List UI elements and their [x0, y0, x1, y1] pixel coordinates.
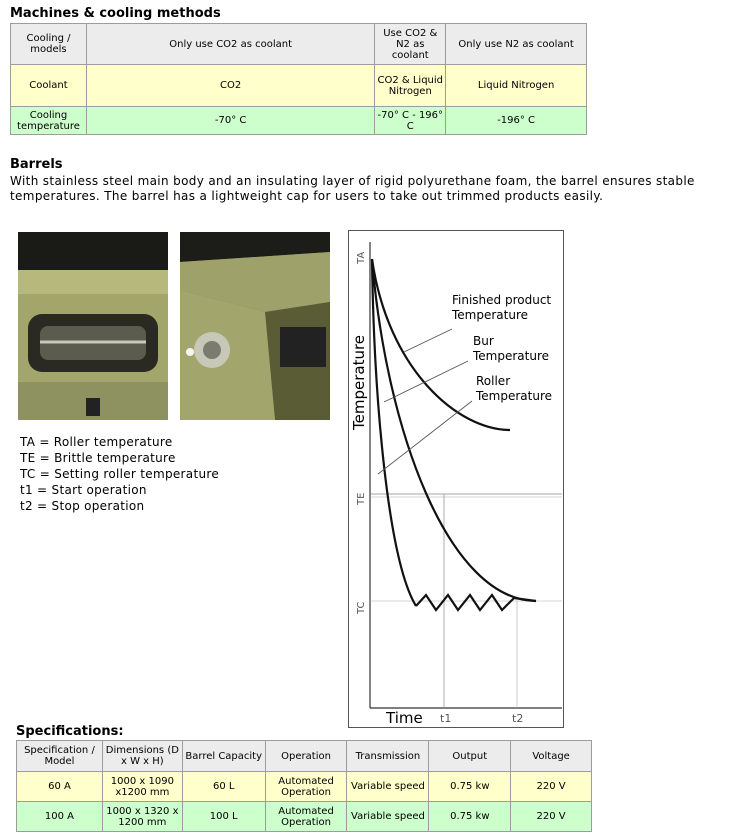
table-row — [11, 65, 587, 107]
temperature-graph — [348, 230, 564, 728]
x-axis-title: Time — [386, 709, 423, 727]
header-cell: Barrel Capacity — [182, 741, 265, 772]
machines-title: Machines & cooling methods — [10, 6, 221, 21]
table-cell: Variable speed — [347, 802, 429, 832]
header-cell: Dimensions (D x W x H) — [102, 741, 182, 772]
graph-label: Temperature — [473, 349, 550, 363]
barrels-description: With stainless steel main body and an insulating layer of rigid polyurethane foam, the barrel ensures stable temperatures. The barrel has a lightweight cap for users to take out trimmed products easily. — [10, 174, 695, 203]
legend-item: TE = Brittle temperature — [20, 451, 176, 465]
barrel-photo-front — [18, 232, 168, 420]
table-cell: 60 L — [182, 772, 265, 802]
table-row — [11, 107, 587, 135]
table-cell: -70° C - 196° C — [375, 107, 446, 135]
table-cell: Cooling temperature — [11, 107, 87, 135]
table-cell: 100 L — [182, 802, 265, 832]
graph-label: Finished product — [452, 293, 552, 307]
table-row — [17, 802, 592, 832]
table-cell: CO2 — [86, 65, 374, 107]
header-cell: Output — [429, 741, 511, 772]
header-cell: Only use N2 as coolant — [446, 24, 587, 65]
y-tick-label: TA — [356, 251, 367, 264]
y-tick-label: TC — [356, 601, 367, 614]
barrel-photo-side — [180, 232, 330, 420]
legend-item: TC = Setting roller temperature — [20, 467, 220, 481]
table-cell: 100 A — [17, 802, 103, 832]
y-axis-title: Temperature — [350, 334, 368, 430]
table-cell: 0.75 kw — [429, 802, 511, 832]
header-cell: Transmission — [347, 741, 429, 772]
legend-item: t2 = Stop operation — [20, 499, 145, 513]
machines-table — [10, 23, 587, 135]
table-cell: 220 V — [511, 802, 592, 832]
graph-label: Temperature — [452, 308, 529, 322]
table-header-row — [17, 741, 592, 772]
table-header-row — [11, 24, 587, 65]
header-cell: Specification / Model — [17, 741, 103, 772]
table-cell: Coolant — [11, 65, 87, 107]
table-cell: -196° C — [446, 107, 587, 135]
x-tick-label: t2 — [512, 712, 524, 725]
legend-item: TA = Roller temperature — [20, 435, 173, 449]
table-cell: -70° C — [86, 107, 374, 135]
table-cell: 220 V — [511, 772, 592, 802]
table-cell: Variable speed — [347, 772, 429, 802]
specs-table — [16, 740, 592, 832]
specs-title: Specifications: — [16, 724, 124, 739]
header-cell: Cooling / models — [11, 24, 87, 65]
table-cell: Automated Operation — [265, 772, 347, 802]
legend-item: t1 = Start operation — [20, 483, 147, 497]
table-row — [17, 772, 592, 802]
header-cell: Use CO2 & N2 as coolant — [375, 24, 446, 65]
table-cell: CO2 & Liquid Nitrogen — [375, 65, 446, 107]
y-tick-label: TE — [356, 492, 367, 505]
graph-label: Bur — [473, 334, 494, 348]
barrels-title: Barrels — [10, 157, 63, 172]
header-cell: Operation — [265, 741, 347, 772]
table-cell: 0.75 kw — [429, 772, 511, 802]
header-cell: Voltage — [511, 741, 592, 772]
graph-label: Temperature — [476, 389, 553, 403]
graph-label: Roller — [476, 374, 511, 388]
table-cell: Liquid Nitrogen — [446, 65, 587, 107]
table-cell: 60 A — [17, 772, 103, 802]
x-tick-label: t1 — [440, 712, 452, 725]
table-cell: 1000 x 1320 x 1200 mm — [102, 802, 182, 832]
header-cell: Only use CO2 as coolant — [86, 24, 374, 65]
table-cell: 1000 x 1090 x1200 mm — [102, 772, 182, 802]
table-cell: Automated Operation — [265, 802, 347, 832]
abbreviation-legend — [20, 434, 219, 514]
